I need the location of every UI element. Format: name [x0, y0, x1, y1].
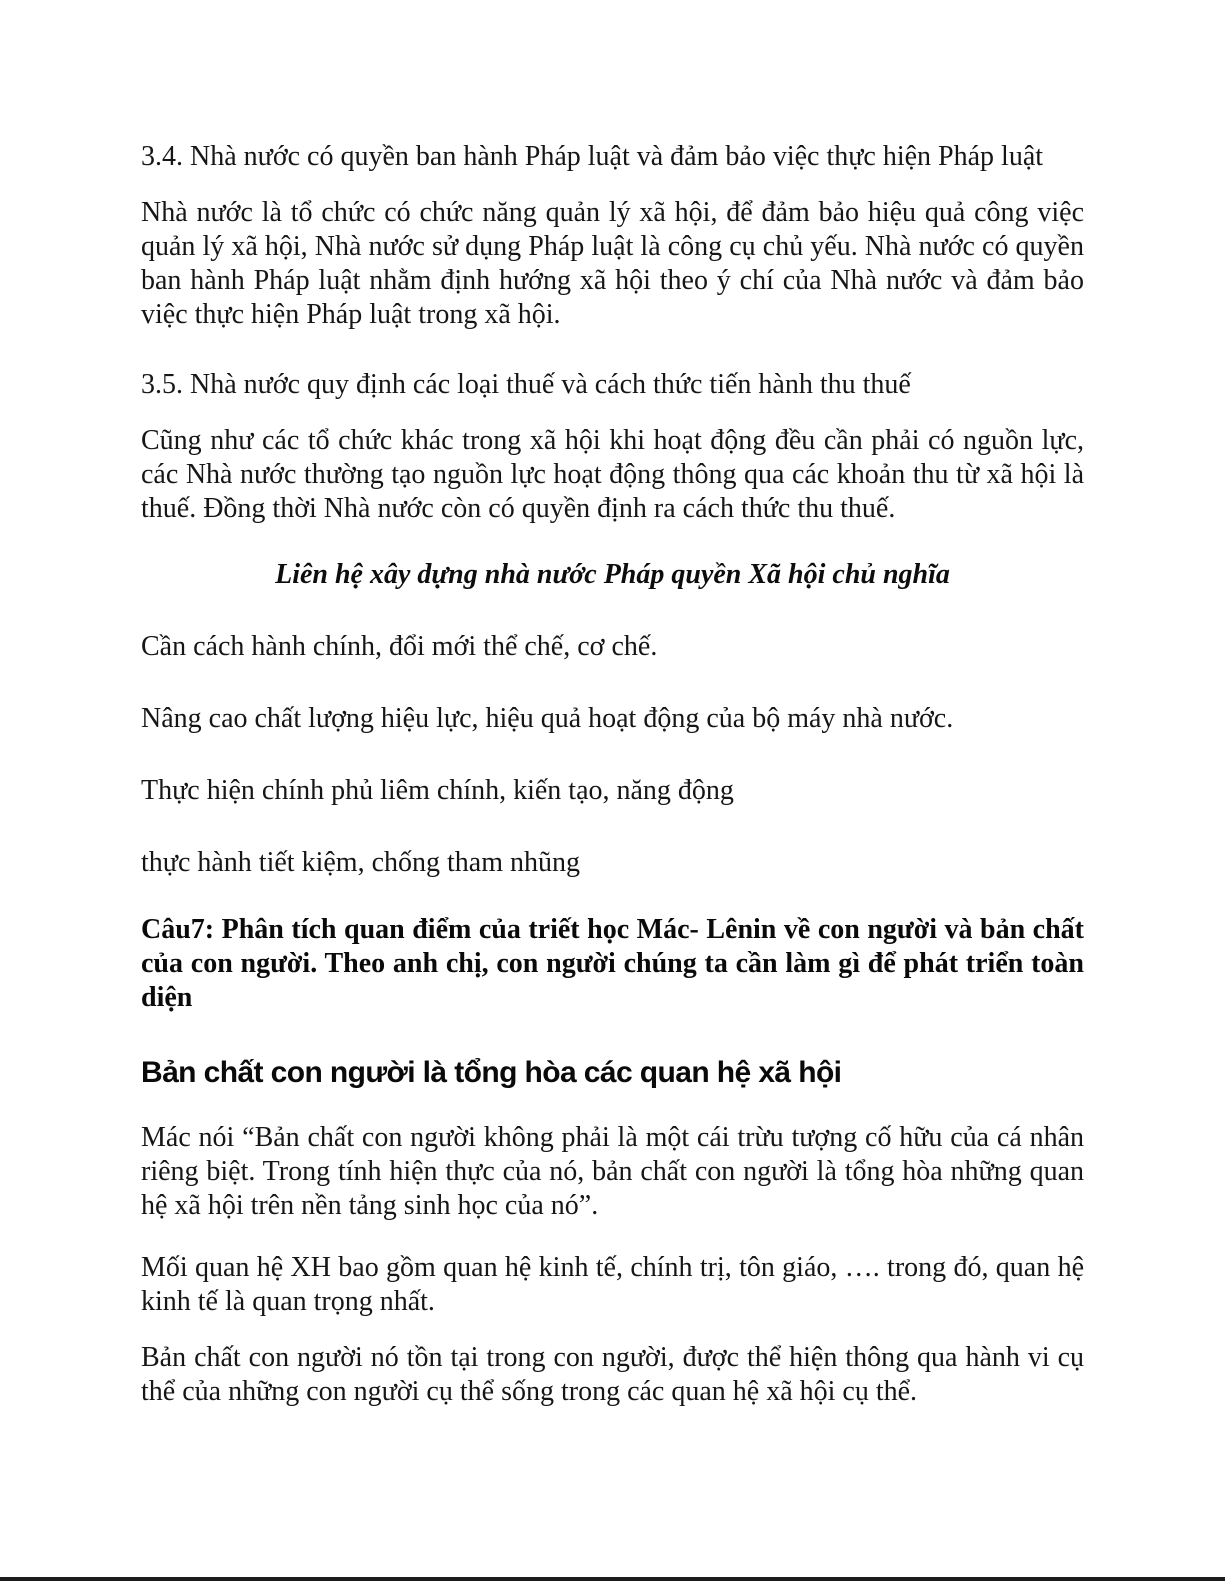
- subheading-lien-he: Liên hệ xây dựng nhà nước Pháp quyền Xã hội chủ nghĩa: [275, 559, 950, 590]
- paragraph-moi-quan-he: Mối quan hệ XH bao gồm quan hệ kinh tế, chính trị, tôn giáo, …. trong đó, quan hệ kinh tế là quan trọng nhất.: [141, 1252, 1084, 1317]
- lien-he-item-2: Nâng cao chất lượng hiệu lực, hiệu quả hoạt động của bộ máy nhà nước.: [141, 703, 954, 734]
- lien-he-item-1: Cần cách hành chính, đổi mới thể chế, cơ chế.: [141, 631, 658, 662]
- window-bottom-edge-bar: [0, 1577, 1225, 1581]
- paragraph-3-5: Cũng như các tổ chức khác trong xã hội khi hoạt động đều cần phải có nguồn lực, các Nhà nước thường tạo nguồn lực hoạt động thông qua các khoản thu từ xã hội là thuế. Đồng thời Nhà nước còn có quyền định ra cách thức thu thuế.: [141, 425, 1084, 524]
- question-7-heading: Câu7: Phân tích quan điểm của triết học Mác- Lênin về con người và bản chất của con người. Theo anh chị, con người chúng ta cần làm gì để phát triển toàn diện: [141, 914, 1084, 1013]
- paragraph-mac-quote: Mác nói “Bản chất con người không phải là một cái trừu tượng cố hữu của cá nhân riêng biệt. Trong tính hiện thực của nó, bản chất con người là tổng hòa những quan hệ xã hội trên nền tảng sinh học của nó”.: [141, 1122, 1084, 1221]
- lien-he-item-4: thực hành tiết kiệm, chống tham nhũng: [141, 847, 580, 878]
- heading-ban-chat-con-nguoi: Bản chất con người là tổng hòa các quan hệ xã hội: [141, 1056, 842, 1089]
- paragraph-3-4: Nhà nước là tổ chức có chức năng quản lý xã hội, để đảm bảo hiệu quả công việc quản lý xã hội, Nhà nước sử dụng Pháp luật là công cụ chủ yếu. Nhà nước có quyền ban hành Pháp luật nhằm định hướng xã hội theo ý chí của Nhà nước và đảm bảo việc thực hiện Pháp luật trong xã hội.: [141, 197, 1084, 330]
- section-heading-3-5: 3.5. Nhà nước quy định các loại thuế và cách thức tiến hành thu thuế: [141, 369, 911, 400]
- lien-he-item-3: Thực hiện chính phủ liêm chính, kiến tạo, năng động: [141, 775, 734, 806]
- paragraph-ban-chat-ton-tai: Bản chất con người nó tồn tại trong con người, được thể hiện thông qua hành vi cụ thể của những con người cụ thể sống trong các quan hệ xã hội cụ thể.: [141, 1342, 1084, 1407]
- section-heading-3-4: 3.4. Nhà nước có quyền ban hành Pháp luật và đảm bảo việc thực hiện Pháp luật: [141, 141, 1044, 172]
